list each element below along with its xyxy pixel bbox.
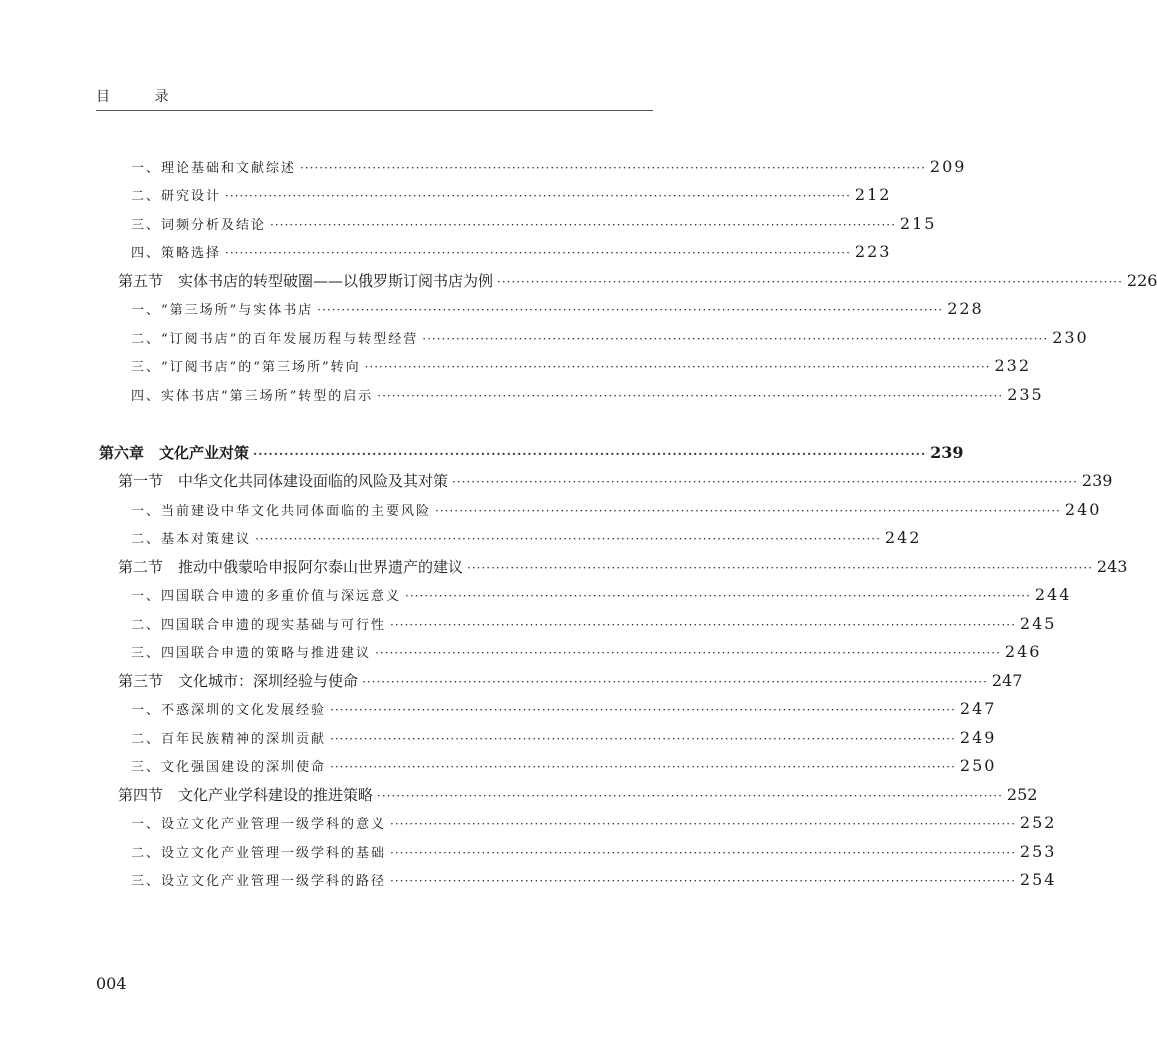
toc-entry-title: 一、当前建设中华文化共同体面临的主要风险: [131, 504, 432, 519]
toc-entry-title: 第一节 中华文化共同体建设面临的风险及其对策: [118, 472, 449, 490]
toc-subsection-entry: [131, 726, 997, 750]
toc-subsection-entry: [131, 155, 967, 179]
toc-section-entry: [118, 555, 1128, 579]
toc-entry-title: 二、“订阅书店”的百年发展历程与转型经营: [131, 332, 419, 347]
toc-subsection-entry: [131, 498, 1102, 522]
toc-entry-title: 三、词频分析及结论: [131, 218, 267, 233]
dot-leader: ··································································································································: [390, 817, 1016, 831]
dot-leader: ··································································································································: [225, 189, 851, 203]
toc-section-entry: [118, 669, 1023, 693]
toc-entry-title: 四、实体书店“第三场所”转型的启示: [131, 389, 374, 404]
toc-subsection-entry: [131, 697, 997, 721]
toc-subsection-entry: [131, 212, 937, 236]
toc-subsection-entry: [131, 640, 1042, 664]
page-number: 004: [96, 974, 127, 993]
toc-entry-page: 249: [959, 728, 997, 747]
toc-entry-title: 一、“第三场所”与实体书店: [131, 303, 314, 318]
toc-subsection-entry: [131, 583, 1072, 607]
toc-subsection-entry: [131, 526, 922, 550]
dot-leader: ··································································································································: [452, 475, 1078, 489]
dot-leader: ··································································································································: [270, 218, 896, 232]
toc-entry-title: 第四节 文化产业学科建设的推进策略: [118, 786, 374, 804]
dot-leader: ··································································································································: [362, 675, 988, 689]
toc-entry-page: 247: [991, 671, 1023, 690]
dot-leader: ··································································································································: [317, 303, 944, 317]
dot-leader: ··································································································································: [377, 389, 1004, 403]
toc-section-entry: [118, 269, 1157, 293]
dot-leader: ··································································································································: [405, 589, 1031, 603]
dot-leader: ··································································································································: [364, 360, 991, 374]
toc-entry-title: 二、百年民族精神的深圳贡献: [131, 732, 327, 747]
toc-entry-title: 三、文化强国建设的深圳使命: [131, 760, 327, 775]
toc-entry-title: 第六章 文化产业对策: [99, 444, 250, 462]
dot-leader: ··································································································································: [422, 332, 1049, 346]
toc-entry-page: 250: [959, 756, 997, 775]
toc-entry-title: 三、“订阅书店”的“第三场所”转向: [131, 360, 361, 375]
toc-section-entry: [118, 783, 1038, 807]
toc-entry-title: 三、四国联合申遗的策略与推进建议: [131, 646, 372, 661]
toc-entry-page: 252: [1006, 785, 1038, 804]
toc-entry-page: 223: [854, 242, 892, 261]
dot-leader: ··································································································································: [377, 789, 1003, 803]
toc-entry-title: 一、理论基础和文献综述: [131, 161, 297, 176]
toc-section-entry: [118, 469, 1113, 493]
dot-leader: ··································································································································: [390, 846, 1016, 860]
dot-leader: ··································································································································: [330, 732, 956, 746]
dot-leader: ··································································································································: [255, 532, 881, 546]
toc-subsection-entry: [131, 383, 1044, 407]
toc-entry-page: 252: [1019, 813, 1057, 832]
toc-entry-page: 253: [1019, 842, 1057, 861]
toc-entry-title: 一、不惑深圳的文化发展经验: [131, 703, 327, 718]
toc-subsection-entry: [131, 326, 1089, 350]
toc-entry-page: 243: [1096, 557, 1128, 576]
toc-subsection-entry: [131, 240, 892, 264]
toc-entry-title: 二、研究设计: [131, 189, 222, 204]
toc-entry-title: 第五节 实体书店的转型破圈——以俄罗斯订阅书店为例: [118, 272, 494, 290]
toc-entry-title: 一、四国联合申遗的多重价值与深远意义: [131, 589, 402, 604]
toc-subsection-entry: [131, 183, 892, 207]
toc-entry-page: 247: [959, 699, 997, 718]
toc-entry-page: 244: [1034, 585, 1072, 604]
toc-entry-page: 232: [994, 356, 1032, 375]
toc-entry-page: 228: [947, 299, 984, 318]
toc-subsection-entry: [131, 811, 1057, 835]
toc-entry-page: 215: [899, 214, 937, 233]
toc-entry-page: 242: [884, 528, 922, 547]
dot-leader: ··································································································································: [467, 561, 1093, 575]
toc-chapter-entry: [99, 441, 964, 465]
toc-entry-title: 二、四国联合申遗的现实基础与可行性: [131, 618, 387, 633]
toc-entry-title: 三、设立文化产业管理一级学科的路径: [131, 874, 387, 889]
toc-subsection-entry: [131, 354, 1032, 378]
dot-leader: ··································································································································: [435, 504, 1061, 518]
header-rule: [96, 110, 653, 111]
toc-entry-title: 一、设立文化产业管理一级学科的意义: [131, 817, 387, 832]
toc-entry-page: 239: [930, 443, 964, 462]
toc-entry-page: 239: [1081, 471, 1113, 490]
dot-leader: ··································································································································: [390, 618, 1016, 632]
dot-leader: ··································································································································: [497, 275, 1123, 289]
dot-leader: ··································································································································: [300, 161, 926, 175]
toc-subsection-entry: [131, 868, 1057, 892]
toc-entry-title: 第二节 推动中俄蒙哈申报阿尔泰山世界遗产的建议: [118, 558, 464, 576]
toc-entry-page: 246: [1004, 642, 1042, 661]
toc-entry-page: 209: [929, 157, 967, 176]
toc-entry-page: 212: [854, 185, 892, 204]
toc-entry-title: 二、设立文化产业管理一级学科的基础: [131, 846, 387, 861]
toc-entry-page: 240: [1064, 500, 1102, 519]
dot-leader: ··································································································································: [390, 874, 1016, 888]
toc-subsection-entry: [131, 754, 997, 778]
dot-leader: ··································································································································: [253, 447, 927, 461]
toc-subsection-entry: [131, 612, 1057, 636]
dot-leader: ··································································································································: [330, 703, 956, 717]
running-header: 目 录: [96, 89, 189, 105]
toc-entry-page: 226: [1126, 271, 1157, 290]
toc-entry-page: 254: [1019, 870, 1057, 889]
toc-entry-title: 四、策略选择: [131, 246, 222, 261]
toc-subsection-entry: [131, 297, 984, 321]
toc-entry-page: 230: [1052, 328, 1089, 347]
toc-entry-title: 二、基本对策建议: [131, 532, 252, 547]
toc-subsection-entry: [131, 840, 1057, 864]
toc-entry-title: 第三节 文化城市：深圳经验与使命: [118, 672, 359, 690]
dot-leader: ··································································································································: [225, 246, 851, 260]
dot-leader: ··································································································································: [330, 760, 956, 774]
toc-entry-page: 235: [1007, 385, 1044, 404]
dot-leader: ··································································································································: [375, 646, 1001, 660]
toc-entry-page: 245: [1019, 614, 1057, 633]
